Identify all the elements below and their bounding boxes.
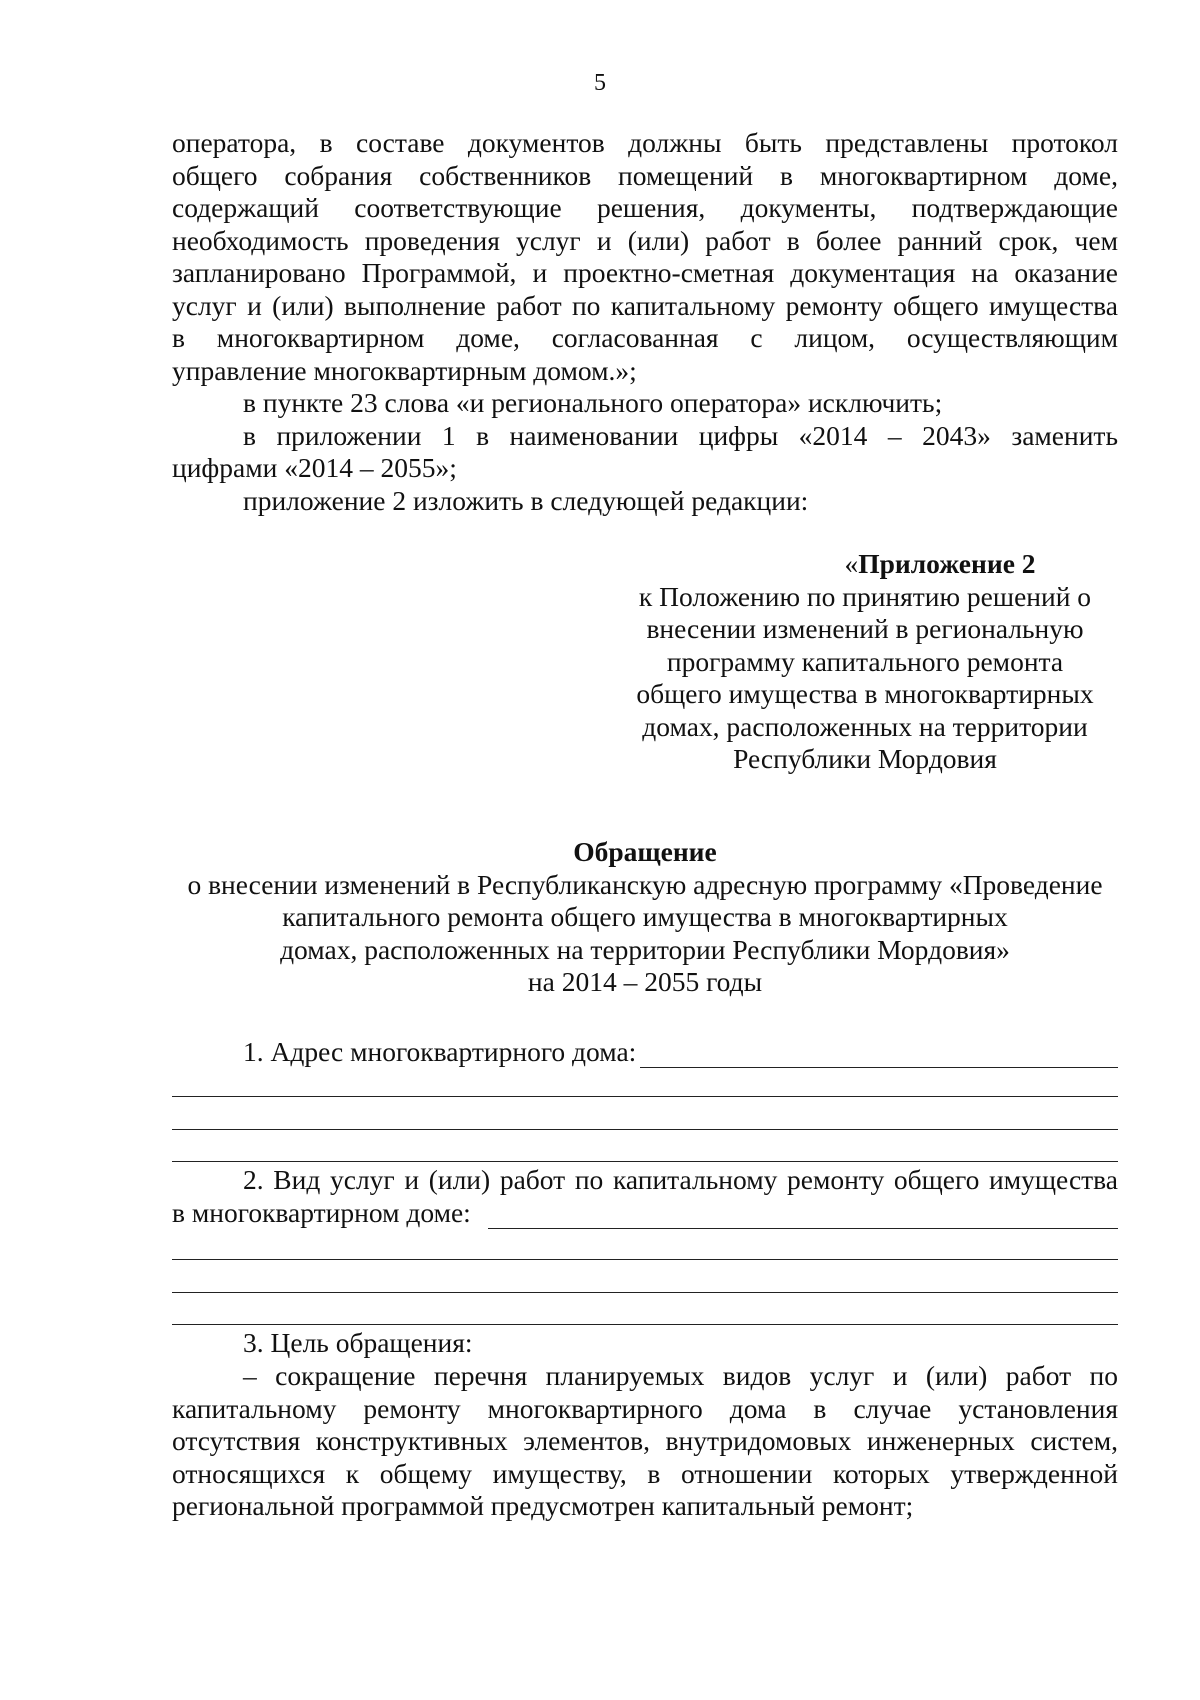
text-line: необходимость проведения услуг и (или) работ в более ранний срок, чем bbox=[172, 224, 1118, 256]
page-number: 5 bbox=[594, 70, 606, 96]
amendment-appendix1-line2: цифрами «2014 – 2055»; bbox=[172, 452, 457, 483]
form-subtitle-line: о внесении изменений в Республиканскую адресную программу «Проведение bbox=[187, 868, 1103, 900]
form-title: Обращение bbox=[573, 836, 717, 867]
text-line: содержащий соответствующие решения, документы, подтверждающие bbox=[172, 192, 1118, 223]
text-line: капитальному ремонту многоквартирного дома в случае установления bbox=[172, 1392, 1118, 1424]
text-line: отсутствия конструктивных элементов, внутридомовых инженерных систем, bbox=[172, 1425, 1118, 1456]
field2-label-line2: в многоквартирном доме: bbox=[172, 1196, 471, 1228]
text-line: общего собрания собственников помещений в многоквартирном доме, bbox=[172, 159, 1118, 191]
form-subtitle-line: капитального ремонта общего имущества в многоквартирных bbox=[282, 901, 1008, 932]
text-line: оператора, в составе документов должны быть представлены протокол bbox=[172, 127, 1118, 158]
text-line: запланировано Программой, и проектно-сметная документация на оказание bbox=[172, 257, 1118, 288]
field2-blank-line bbox=[172, 1259, 1118, 1260]
field1-blank-line bbox=[172, 1129, 1118, 1130]
field2-blank-line bbox=[172, 1292, 1118, 1293]
appendix-block bbox=[612, 548, 1118, 776]
amendment-appendix2: приложение 2 изложить в следующей редакции: bbox=[243, 484, 809, 516]
field2-label-line1: 2. Вид услуг и (или) работ по капитальному ремонту общего имущества bbox=[243, 1164, 1118, 1195]
form-subtitle-line: домах, расположенных на территории Республики Мордовия» bbox=[280, 933, 1010, 965]
field1-blank-line bbox=[172, 1096, 1118, 1097]
text-line: управление многоквартирным домом.»; bbox=[172, 354, 637, 386]
form-subtitle-line: на 2014 – 2055 годы bbox=[527, 966, 763, 997]
text-line: – сокращение перечня планируемых видов услуг и (или) работ по bbox=[243, 1360, 1118, 1391]
appendix-heading bbox=[612, 548, 1118, 581]
goal-paragraph bbox=[172, 1360, 1118, 1523]
appendix-line: программу капитального ремонта bbox=[666, 645, 1064, 677]
appendix-line: к Положению по принятию решений о bbox=[638, 580, 1092, 612]
form-header bbox=[172, 836, 1118, 999]
field1-blank-line bbox=[172, 1161, 1118, 1162]
appendix-line: общего имущества в многоквартирных bbox=[636, 678, 1094, 709]
amendment-item23: в пункте 23 слова «и регионального оператора» исключить; bbox=[243, 387, 943, 418]
field2-underline bbox=[488, 1228, 1118, 1229]
text-line: услуг и (или) выполнение работ по капитальному ремонту общего имущества bbox=[172, 289, 1118, 321]
field3-label: 3. Цель обращения: bbox=[243, 1327, 473, 1358]
appendix-title: Приложение 2 bbox=[858, 548, 1036, 579]
text-line: относящихся к общему имуществу, в отношении которых утвержденной bbox=[172, 1457, 1118, 1489]
appendix-line: внесении изменений в региональную bbox=[646, 613, 1084, 644]
appendix-line: Республики Мордовия bbox=[733, 743, 997, 774]
amendment-appendix1-line1: в приложении 1 в наименовании цифры «2014 – 2043» заменить bbox=[243, 419, 1118, 451]
field1-label: 1. Адрес многоквартирного дома: bbox=[243, 1036, 637, 1067]
appendix-quote: « bbox=[844, 548, 859, 579]
text-line: региональной программой предусмотрен капитальный ремонт; bbox=[172, 1490, 914, 1521]
appendix-line: домах, расположенных на территории bbox=[642, 710, 1088, 742]
field1-underline bbox=[640, 1067, 1118, 1068]
intro-text bbox=[172, 127, 1118, 517]
field2-blank-line bbox=[172, 1324, 1118, 1325]
field2-label bbox=[172, 1164, 1118, 1229]
text-line: в многоквартирном доме, согласованная с лицом, осуществляющим bbox=[172, 322, 1118, 353]
